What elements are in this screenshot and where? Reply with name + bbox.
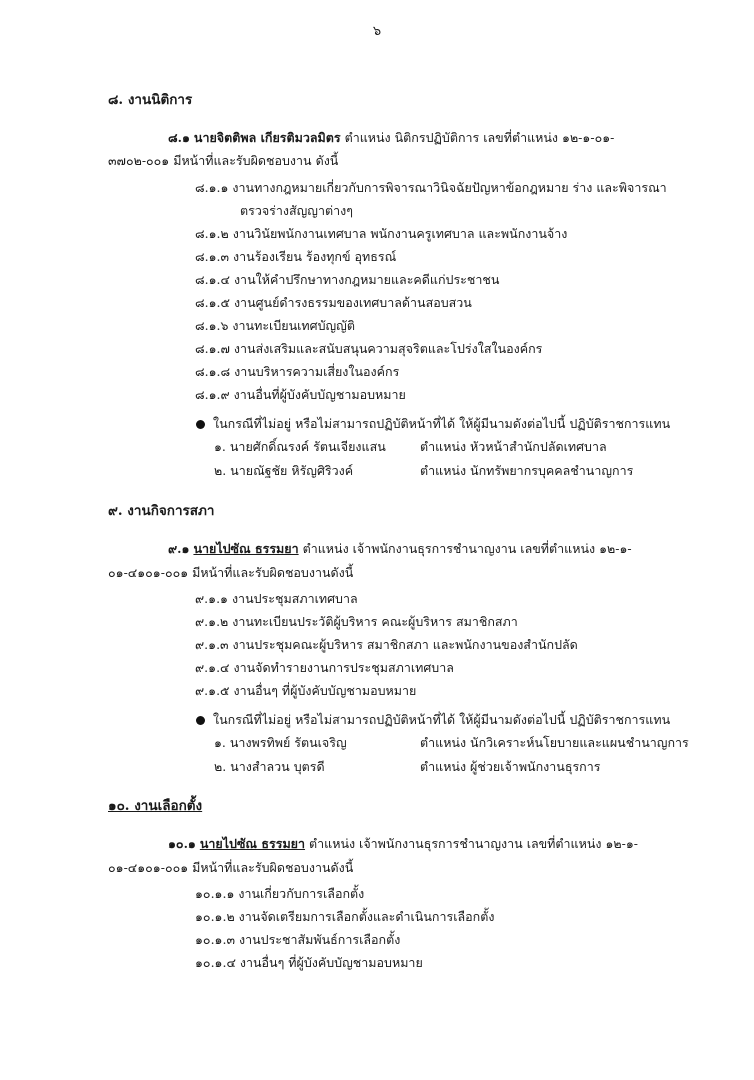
- lead-paragraph: [168, 836, 638, 852]
- lead-paragraph: [168, 130, 614, 146]
- substitute-name: ๒. นางสำลวน บุตรดี: [214, 759, 325, 774]
- section-heading-election-text: ๑๐. งานเลือกตั้ง: [108, 798, 203, 814]
- bullet-icon: [196, 716, 205, 725]
- lead-text: ตำแหน่ง นิติกรปฏิบัติการ เลขที่ตำแหน่ง ๑๒-๑-๐๑-: [340, 130, 615, 145]
- list-item: ๙.๑.๕ งานอื่นๆ ที่ผู้บังคับบัญชามอบหมาย: [195, 683, 417, 698]
- substitute-note-text: ในกรณีที่ไม่อยู่ หรือไม่สามารถปฏิบัติหน้าที่ได้ ให้ผู้มีนามดังต่อไปนี้ ปฏิบัติราชการแทน: [213, 712, 671, 727]
- substitute-note: [196, 416, 670, 432]
- section-heading-election: [108, 798, 202, 814]
- list-item: ๘.๑.๖ งานทะเบียนเทศบัญญัติ: [195, 318, 355, 333]
- lead-name: นายไปซัณ ธรรมยา: [199, 836, 306, 851]
- lead-continuation: ๐๑-๔๑๐๑-๐๐๑ มีหน้าที่และรับผิดชอบงานดังนี้: [108, 565, 354, 580]
- list-item: ตรวจร่างสัญญาต่างๆ: [240, 203, 353, 218]
- list-item: ๘.๑.๔ งานให้คำปรึกษาทางกฎหมายและคดีแก่ประชาชน: [195, 272, 500, 287]
- list-item: ๘.๑.๙ งานอื่นที่ผู้บังคับบัญชามอบหมาย: [195, 387, 406, 402]
- list-item: ๙.๑.๑ งานประชุมสภาเทศบาล: [195, 591, 358, 606]
- lead-text: ตำแหน่ง เจ้าพนักงานธุรการชำนาญงาน เลขที่ตำแหน่ง ๑๒-๑-: [305, 836, 639, 851]
- list-item: ๙.๑.๔ งานจัดทำรายงานการประชุมสภาเทศบาล: [195, 660, 454, 675]
- lead-continuation: ๓๗๐๒-๐๐๑ มีหน้าที่และรับผิดชอบงาน ดังนี้: [108, 153, 339, 168]
- substitute-name: ๑. นายศักดิ์ณรงค์ รัตนเจียงแสน: [214, 439, 386, 454]
- substitute-position: ตำแหน่ง นักวิเคราะห์นโยบายและแผนชำนาญการ: [420, 735, 689, 750]
- list-item: ๘.๑.๗ งานส่งเสริมและสนับสนุนความสุจริตและโปร่งใสในองค์กร: [195, 341, 543, 356]
- substitute-note-text: ในกรณีที่ไม่อยู่ หรือไม่สามารถปฏิบัติหน้าที่ได้ ให้ผู้มีนามดังต่อไปนี้ ปฏิบัติราชการแทน: [213, 416, 671, 431]
- substitute-note: [196, 712, 670, 728]
- list-item: ๙.๑.๒ งานทะเบียนประวัติผู้บริหาร คณะผู้บริหาร สมาชิกสภา: [195, 614, 518, 629]
- list-item: ๑๐.๑.๒ งานจัดเตรียมการเลือกตั้งและดำเนินการเลือกตั้ง: [195, 909, 495, 924]
- lead-name: นายไปซัณ ธรรมยา: [193, 541, 299, 556]
- bullet-icon: [196, 420, 205, 429]
- lead-number: ๑๐.๑: [168, 836, 196, 851]
- list-item: ๘.๑.๘ งานบริหารความเสี่ยงในองค์กร: [195, 364, 400, 379]
- list-item: ๙.๑.๓ งานประชุมคณะผู้บริหาร สมาชิกสภา และพนักงานของสำนักปลัด: [195, 637, 578, 652]
- list-item: ๘.๑.๒ งานวินัยพนักงานเทศบาล พนักงานครูเทศบาล และพนักงานจ้าง: [195, 226, 568, 241]
- list-item: ๑๐.๑.๓ งานประชาสัมพันธ์การเลือกตั้ง: [195, 932, 401, 947]
- lead-number: ๙.๑: [168, 541, 190, 556]
- lead-number: ๘.๑: [168, 130, 190, 145]
- lead-continuation: ๐๑-๔๑๐๑-๐๐๑ มีหน้าที่และรับผิดชอบงานดังนี้: [108, 860, 354, 875]
- substitute-name: ๒. นายณัฐชัย หิรัญศิริวงค์: [214, 463, 354, 478]
- list-item: ๑๐.๑.๔ งานอื่นๆ ที่ผู้บังคับบัญชามอบหมาย: [195, 955, 423, 970]
- substitute-position: ตำแหน่ง หัวหน้าสำนักปลัดเทศบาล: [420, 439, 607, 454]
- lead-paragraph: [168, 541, 632, 557]
- section-heading-legal: ๘. งานนิติการ: [108, 92, 193, 108]
- substitute-position: ตำแหน่ง ผู้ช่วยเจ้าพนักงานธุรการ: [420, 759, 601, 774]
- list-item: ๘.๑.๑ งานทางกฎหมายเกี่ยวกับการพิจารณาวินิจฉัยปัญหาข้อกฎหมาย ร่าง และพิจารณา: [195, 180, 667, 195]
- list-item: ๘.๑.๓ งานร้องเรียน ร้องทุกข์ อุทธรณ์: [195, 249, 397, 264]
- substitute-position: ตำแหน่ง นักทรัพยากรบุคคลชำนาญการ: [420, 463, 634, 478]
- list-item: ๑๐.๑.๑ งานเกี่ยวกับการเลือกตั้ง: [195, 886, 365, 901]
- substitute-name: ๑. นางพรทิพย์ รัตนเจริญ: [214, 735, 347, 750]
- list-item: ๘.๑.๕ งานศูนย์ดำรงธรรมของเทศบาลด้านสอบสวน: [195, 295, 472, 310]
- lead-text: ตำแหน่ง เจ้าพนักงานธุรการชำนาญงาน เลขที่ตำแหน่ง ๑๒-๑-: [298, 541, 632, 556]
- section-heading-council: ๙. งานกิจการสภา: [108, 503, 215, 519]
- lead-name: นายจิตติพล เกียรติมวลมิตร: [193, 130, 341, 145]
- page-number: ๖: [372, 24, 382, 39]
